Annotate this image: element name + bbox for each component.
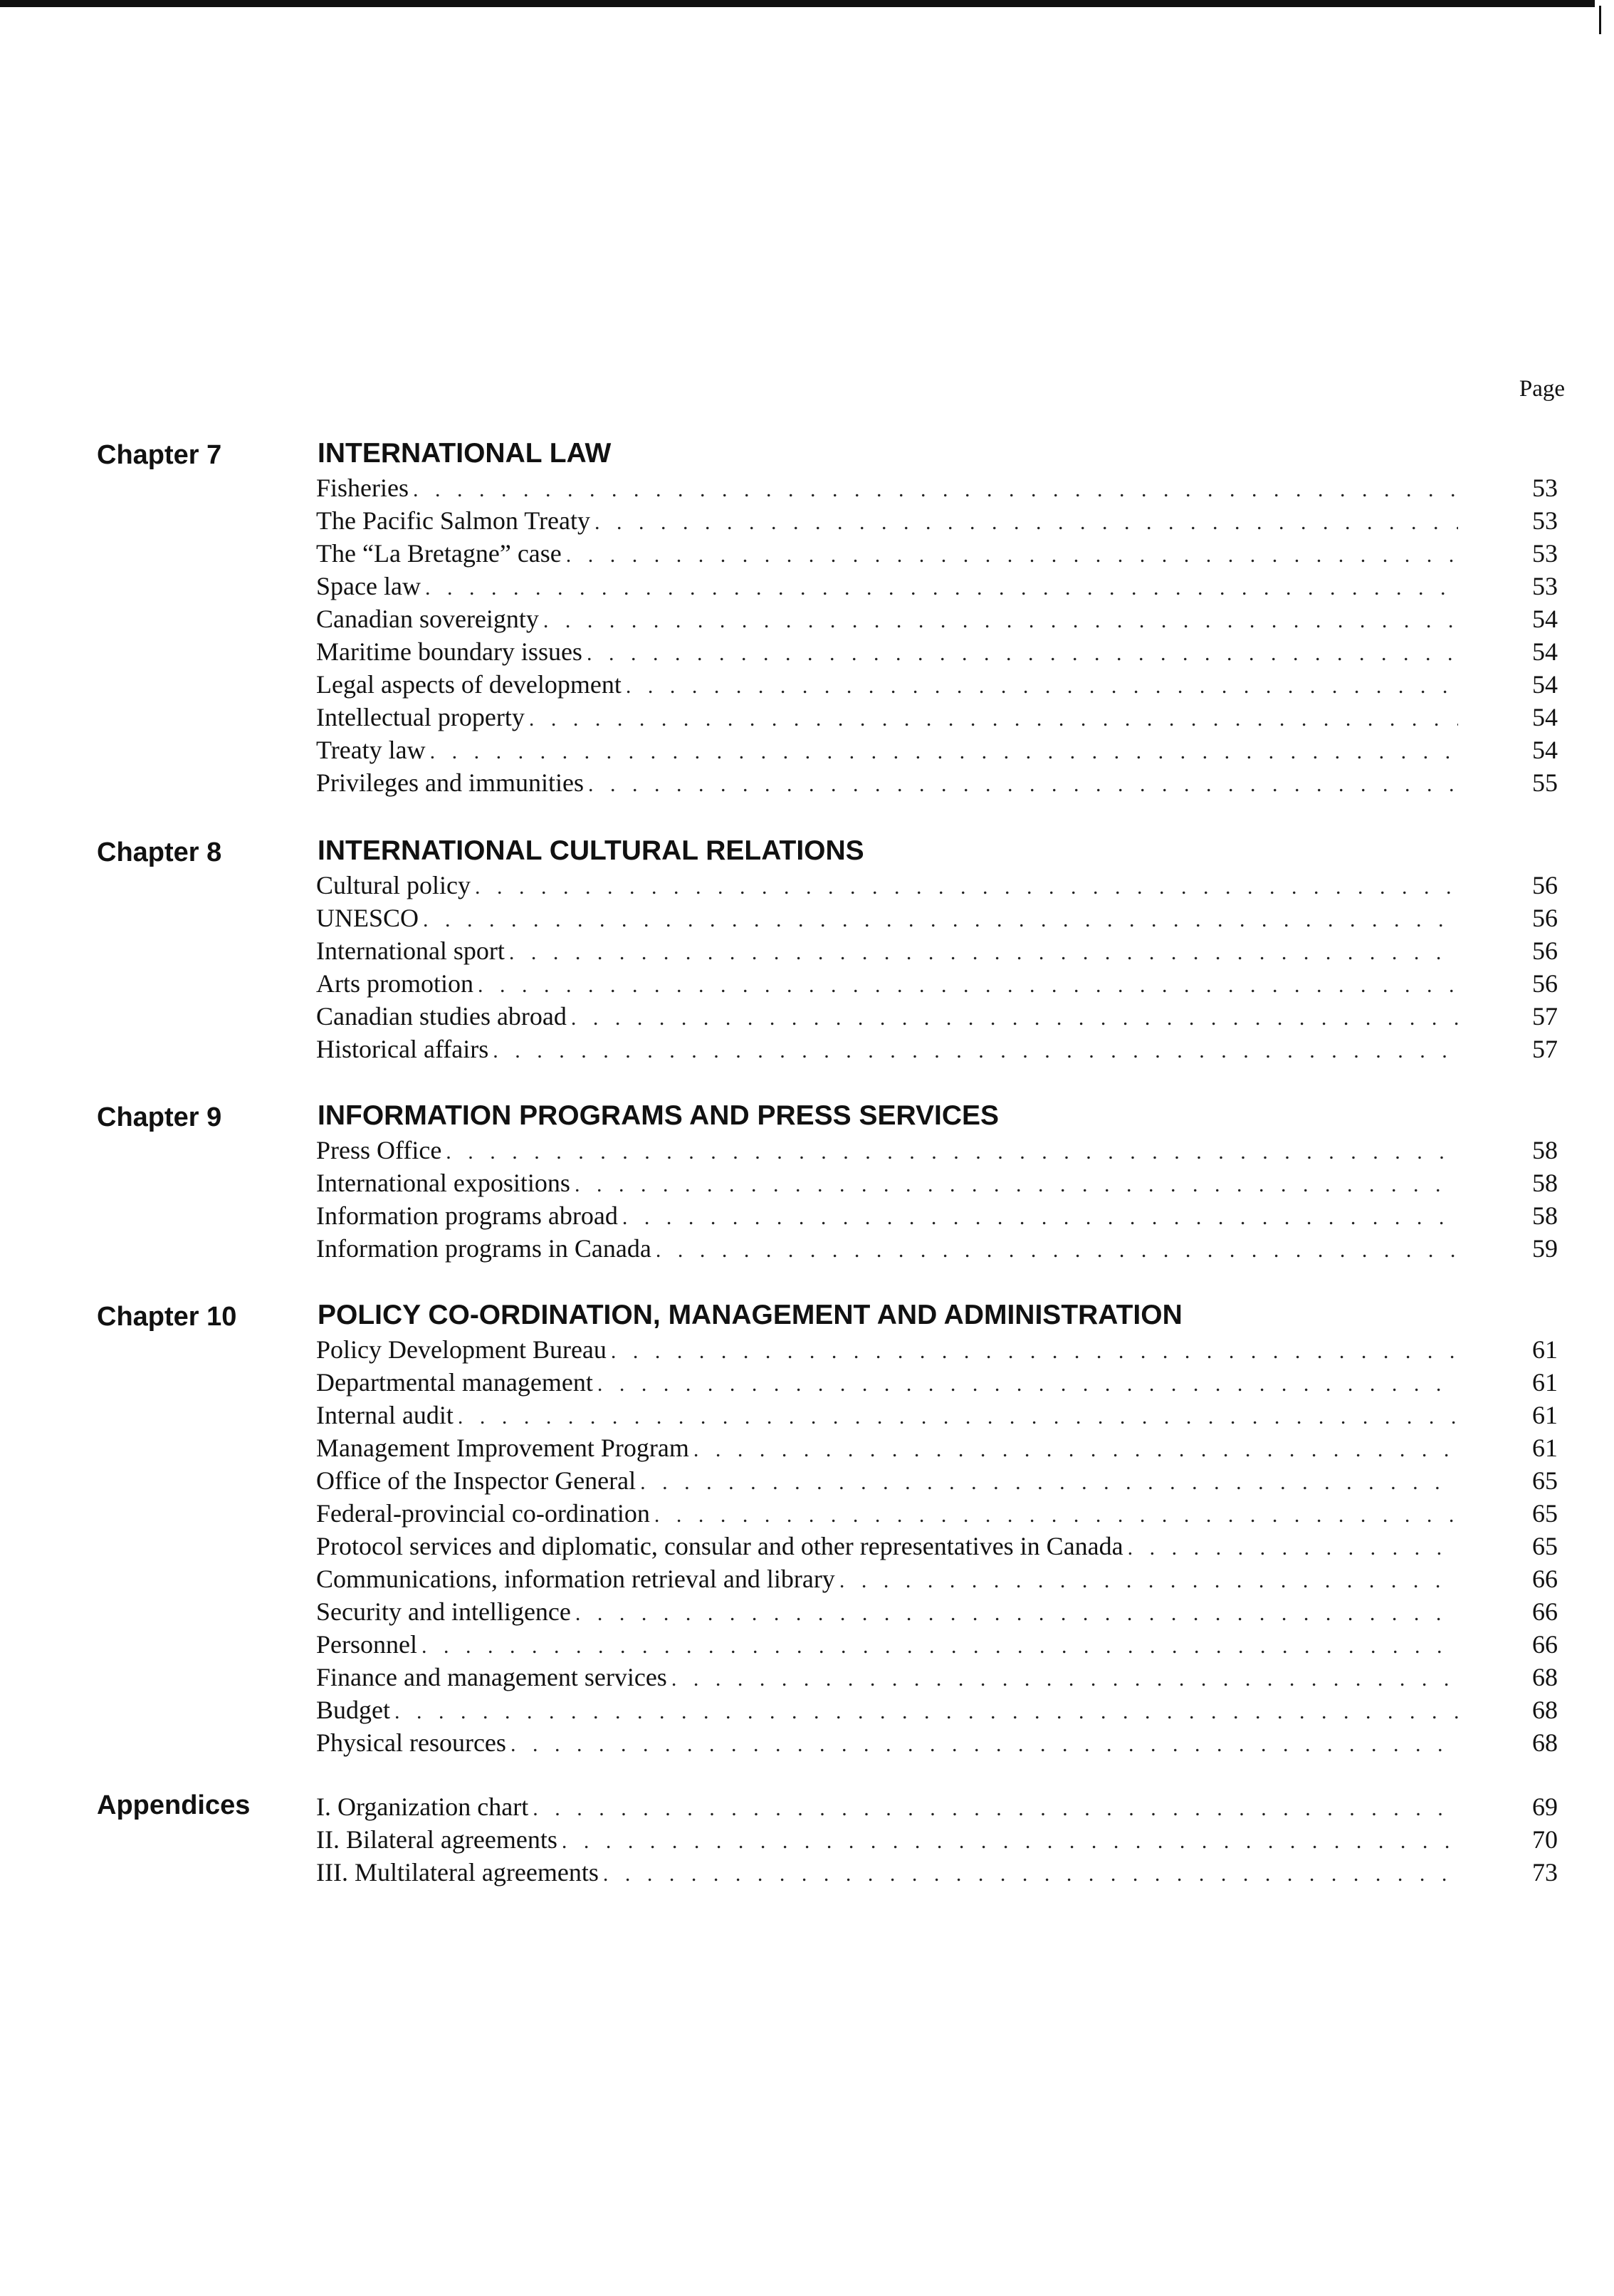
dot-leader [510,1728,1458,1761]
dot-leader [597,1368,1458,1401]
entry-title: Canadian studies abroad [316,1002,567,1030]
entry-title: Treaty law [316,736,426,764]
toc-entry[interactable] [316,701,1558,734]
entry-page-number: 68 [1532,1663,1558,1691]
entry-page-number: 56 [1532,904,1558,932]
entry-title: Information programs abroad [316,1201,618,1230]
toc-section-chapter-8 [0,833,1614,1065]
toc-entry[interactable] [316,766,1558,799]
entry-title: I. Organization chart [316,1793,529,1821]
entry-page-number: 54 [1532,605,1558,633]
entry-title: Management Improvement Program [316,1434,689,1462]
entry-page-number: 53 [1532,539,1558,568]
entry-title: II. Bilateral agreements [316,1825,557,1854]
dot-leader [475,871,1458,904]
toc-entry[interactable] [316,1167,1558,1199]
entry-title: Information programs in Canada [316,1234,651,1263]
section-spacer [0,1265,1614,1298]
entry-title: Security and intelligence [316,1597,571,1626]
toc-entry[interactable] [316,1790,1558,1823]
entry-title: Cultural policy [316,871,471,899]
top-border-rule [0,0,1595,7]
entry-page-number: 54 [1532,637,1558,666]
entry-page-number: 56 [1532,936,1558,965]
toc-entry[interactable] [316,1232,1558,1265]
entry-page-number: 65 [1532,1499,1558,1528]
entry-page-number: 53 [1532,506,1558,535]
dot-leader [575,1597,1458,1630]
dot-leader [587,637,1458,670]
entry-page-number: 66 [1532,1630,1558,1659]
entry-title: Federal-provincial co-ordination [316,1499,650,1528]
dot-leader [509,936,1458,969]
toc-entry[interactable] [316,967,1558,1000]
entry-title: Privileges and immunities [316,768,584,797]
top-border-tick [1599,6,1601,34]
dot-leader [626,670,1458,703]
section-spacer [0,799,1614,833]
entry-page-number: 68 [1532,1696,1558,1724]
entry-title: International sport [316,936,505,965]
entry-page-number: 70 [1532,1825,1558,1854]
section-title: POLICY CO-ORDINATION, MANAGEMENT AND ADMINISTRATION [318,1300,1183,1330]
entry-page-number: 53 [1532,572,1558,600]
dot-leader [622,1201,1458,1234]
entry-list [316,1333,1558,1759]
entry-page-number: 73 [1532,1858,1558,1887]
toc-entry[interactable] [316,1823,1558,1856]
toc-entry[interactable] [316,1628,1558,1661]
dot-leader [543,605,1458,637]
entry-title: Personnel [316,1630,417,1659]
chapter-label: Appendices [97,1790,251,1820]
entry-page-number: 58 [1532,1169,1558,1197]
entry-title: International expositions [316,1169,570,1197]
toc-entry[interactable] [316,1033,1558,1065]
toc-section-appendices [0,1790,1614,1889]
dot-leader [478,969,1458,1002]
section-spacer [0,1759,1614,1790]
entry-page-number: 57 [1532,1002,1558,1030]
entry-title: Physical resources [316,1728,506,1757]
entry-title: Legal aspects of development [316,670,622,699]
toc-section-chapter-9 [0,1098,1614,1265]
toc-entry[interactable] [316,1595,1558,1628]
toc-entry[interactable] [316,1562,1558,1595]
dot-leader [603,1858,1458,1891]
entry-title: Press Office [316,1136,442,1164]
dot-leader [839,1565,1458,1597]
toc-section-chapter-7 [0,436,1614,799]
dot-leader [594,506,1458,539]
entry-page-number: 69 [1532,1793,1558,1821]
dot-leader [458,1401,1458,1434]
dot-leader [575,1169,1458,1201]
entry-page-number: 58 [1532,1136,1558,1164]
toc-entry[interactable] [316,1431,1558,1464]
dot-leader [671,1663,1458,1696]
entry-page-number: 61 [1532,1368,1558,1397]
entry-page-number: 54 [1532,736,1558,764]
entry-page-number: 61 [1532,1434,1558,1462]
entry-title: Canadian sovereignty [316,605,539,633]
dot-leader [1128,1532,1458,1565]
dot-leader [421,1630,1458,1663]
section-title: INTERNATIONAL CULTURAL RELATIONS [318,835,864,866]
toc-section-chapter-10 [0,1298,1614,1759]
entry-title: UNESCO [316,904,419,932]
entry-title: Intellectual property [316,703,525,731]
entry-page-number: 56 [1532,871,1558,899]
toc-entry[interactable] [316,934,1558,967]
entry-list [316,1790,1558,1889]
toc-entry[interactable] [316,1366,1558,1399]
entry-page-number: 65 [1532,1466,1558,1495]
entry-title: Arts promotion [316,969,473,998]
entry-page-number: 55 [1532,768,1558,797]
table-of-contents [0,436,1614,1889]
toc-entry[interactable] [316,635,1558,668]
entry-list [316,1134,1558,1265]
entry-page-number: 61 [1532,1335,1558,1364]
dot-leader [640,1466,1458,1499]
toc-entry[interactable] [316,1856,1558,1889]
entry-page-number: 68 [1532,1728,1558,1757]
chapter-label: Chapter 10 [97,1302,237,1332]
toc-entry[interactable] [316,1333,1558,1366]
section-title: INFORMATION PROGRAMS AND PRESS SERVICES [318,1100,1000,1131]
toc-entry[interactable] [316,668,1558,701]
entry-title: Fisheries [316,474,409,502]
toc-entry[interactable] [316,504,1558,537]
toc-entry[interactable] [316,1530,1558,1562]
entry-title: III. Multilateral agreements [316,1858,599,1887]
entry-title: Space law [316,572,421,600]
toc-entry[interactable] [316,734,1558,766]
dot-leader [423,904,1458,936]
dot-leader [394,1696,1458,1728]
dot-leader [566,539,1458,572]
entry-list [316,471,1558,799]
section-spacer [0,1065,1614,1098]
toc-entry[interactable] [316,1000,1558,1033]
toc-entry[interactable] [316,902,1558,934]
dot-leader [693,1434,1458,1466]
dot-leader [430,736,1458,768]
section-title: INTERNATIONAL LAW [318,438,612,469]
toc-entry[interactable] [316,1726,1558,1759]
entry-page-number: 58 [1532,1201,1558,1230]
toc-entry[interactable] [316,1464,1558,1497]
toc-entry[interactable] [316,1199,1558,1232]
dot-leader [529,703,1458,736]
toc-entry[interactable] [316,1694,1558,1726]
entry-page-number: 53 [1532,474,1558,502]
chapter-label: Chapter 8 [97,837,222,867]
entry-page-number: 66 [1532,1597,1558,1626]
entry-page-number: 54 [1532,670,1558,699]
entry-list [316,869,1558,1065]
entry-title: Policy Development Bureau [316,1335,607,1364]
entry-page-number: 59 [1532,1234,1558,1263]
toc-entry[interactable] [316,602,1558,635]
entry-title: Historical affairs [316,1035,489,1063]
dot-leader [656,1234,1458,1267]
chapter-label: Chapter 7 [97,440,222,470]
toc-entry[interactable] [316,537,1558,570]
dot-leader [425,572,1458,605]
entry-page-number: 61 [1532,1401,1558,1429]
entry-title: Internal audit [316,1401,454,1429]
entry-page-number: 57 [1532,1035,1558,1063]
entry-page-number: 54 [1532,703,1558,731]
toc-entry[interactable] [316,1497,1558,1530]
entry-title: Departmental management [316,1368,593,1397]
toc-entry[interactable] [316,1399,1558,1431]
dot-leader [654,1499,1458,1532]
toc-entry[interactable] [316,570,1558,602]
toc-entry[interactable] [316,471,1558,504]
dot-leader [611,1335,1458,1368]
toc-entry[interactable] [316,1661,1558,1694]
dot-leader [562,1825,1458,1858]
dot-leader [571,1002,1458,1035]
entry-title: Protocol services and diplomatic, consular and other representatives in Canada [316,1532,1123,1560]
chapter-label: Chapter 9 [97,1102,222,1132]
toc-entry[interactable] [316,1134,1558,1167]
toc-entry[interactable] [316,869,1558,902]
entry-title: The “La Bretagne” case [316,539,562,568]
entry-title: Budget [316,1696,390,1724]
entry-page-number: 66 [1532,1565,1558,1593]
dot-leader [446,1136,1458,1169]
entry-page-number: 65 [1532,1532,1558,1560]
entry-title: Communications, information retrieval and library [316,1565,835,1593]
dot-leader [493,1035,1458,1068]
dot-leader [413,474,1458,506]
page-column-header: Page [1519,376,1565,402]
entry-page-number: 56 [1532,969,1558,998]
dot-leader [533,1793,1458,1825]
entry-title: The Pacific Salmon Treaty [316,506,590,535]
entry-title: Office of the Inspector General [316,1466,636,1495]
dot-leader [588,768,1458,801]
entry-title: Finance and management services [316,1663,667,1691]
entry-title: Maritime boundary issues [316,637,582,666]
